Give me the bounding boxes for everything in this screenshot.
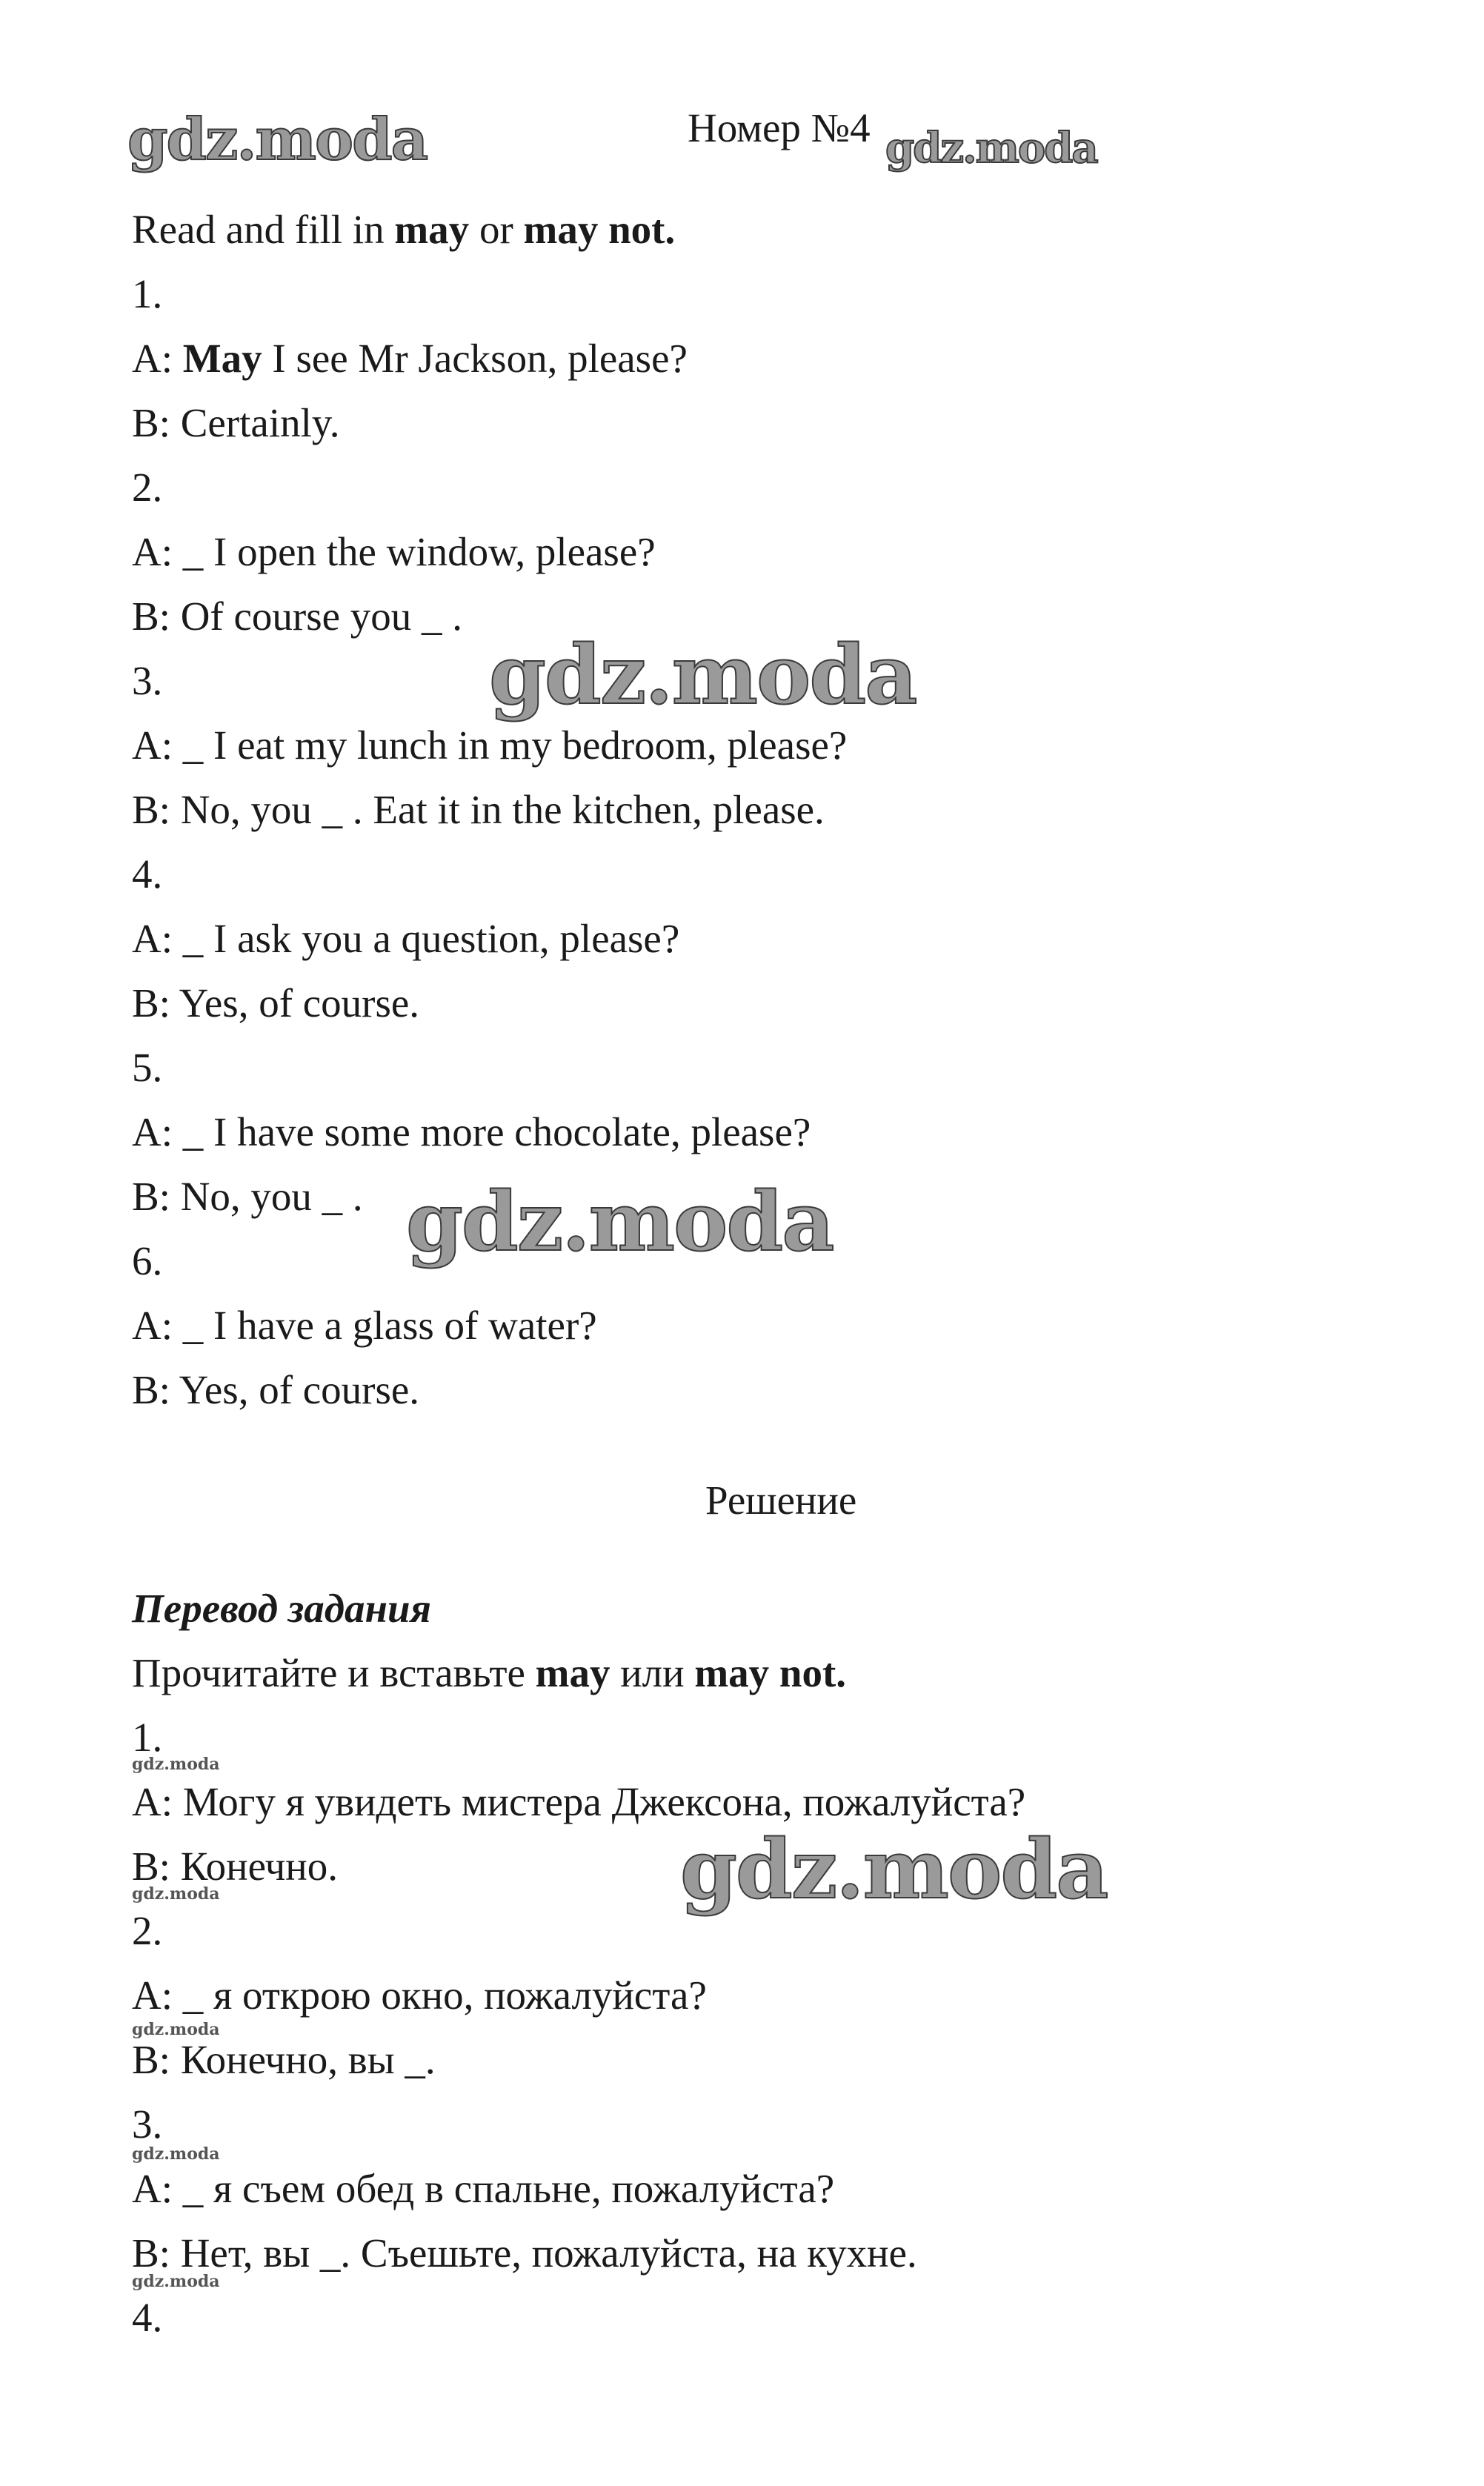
watermark-logo: gdz.moda	[489, 627, 916, 722]
question-line: A: _ I open the window, please?	[132, 529, 656, 574]
watermark-logo: gdz.moda	[127, 106, 427, 173]
translation-title: Перевод задания	[132, 1586, 431, 1631]
instruction-text: or	[469, 207, 524, 252]
item-number: 1.	[132, 1715, 163, 1760]
translation-word-may-not: may not.	[694, 1650, 847, 1695]
answer-line: B: Certainly.	[132, 400, 340, 445]
question-line: A: _ I have a glass of water?	[132, 1303, 597, 1348]
item-number: 1.	[132, 271, 163, 316]
instruction-word-may: may	[394, 207, 470, 252]
answer-line: B: No, you _ .	[132, 1174, 363, 1219]
watermark-logo: gdz.moda	[132, 1755, 220, 1774]
translation-instruction-text: Прочитайте и вставьте	[132, 1650, 536, 1695]
item-number: 3.	[132, 658, 163, 703]
translated-answer: B: Нет, вы _. Съешьте, пожалуйста, на кухне.	[132, 2230, 917, 2276]
watermark-logo: gdz.moda	[132, 2020, 220, 2039]
translated-question: A: _ я съем обед в спальне, пожалуйста?	[132, 2166, 835, 2211]
item-number: 3.	[132, 2101, 163, 2147]
translated-answer: B: Конечно.	[132, 1844, 338, 1889]
watermark-logo: gdz.moda	[406, 1174, 833, 1269]
item-number: 4.	[132, 851, 163, 897]
translated-question: A: _ я открою окно, пожалуйста?	[132, 1972, 707, 2018]
watermark-logo: gdz.moda	[680, 1821, 1108, 1917]
question-line: A: _ I ask you a question, please?	[132, 916, 680, 961]
answer-line: B: Yes, of course.	[132, 980, 420, 1026]
question-prefix: A:	[132, 336, 183, 381]
item-number: 6.	[132, 1238, 163, 1283]
translated-question: A: Могу я увидеть мистера Джексона, пожалуйста?	[132, 1779, 1026, 1824]
item-number: 4.	[132, 2295, 163, 2340]
translation-instruction	[132, 1649, 846, 1698]
instruction-word-may-not: may not.	[523, 207, 676, 252]
answer-line: B: Of course you _ .	[132, 594, 463, 639]
watermark-logo: gdz.moda	[132, 1884, 220, 1904]
answer-line: B: No, you _ . Eat it in the kitchen, please.	[132, 787, 825, 832]
task-number: Номер №4	[688, 105, 871, 150]
item-number: 2.	[132, 465, 163, 510]
question-line	[132, 334, 688, 383]
watermark-logo: gdz.moda	[132, 2272, 220, 2291]
solution-heading: Решение	[705, 1478, 857, 1523]
question-bold-word: May	[182, 336, 262, 381]
item-number: 2.	[132, 1908, 163, 1953]
watermark-logo: gdz.moda	[132, 2144, 220, 2164]
answer-line: B: Yes, of course.	[132, 1367, 420, 1412]
translation-word-may: may	[535, 1650, 610, 1695]
question-text: I see Mr Jackson, please?	[262, 336, 688, 381]
instruction-text: Read and fill in	[132, 207, 395, 252]
question-line: A: _ I have some more chocolate, please?	[132, 1109, 811, 1154]
watermark-logo: gdz.moda	[885, 124, 1097, 173]
question-line: A: _ I eat my lunch in my bedroom, please?	[132, 722, 848, 768]
translated-answer: B: Конечно, вы _.	[132, 2037, 436, 2082]
item-number: 5.	[132, 1045, 163, 1090]
instruction-line	[132, 205, 675, 254]
translation-instruction-text: или	[610, 1650, 695, 1695]
